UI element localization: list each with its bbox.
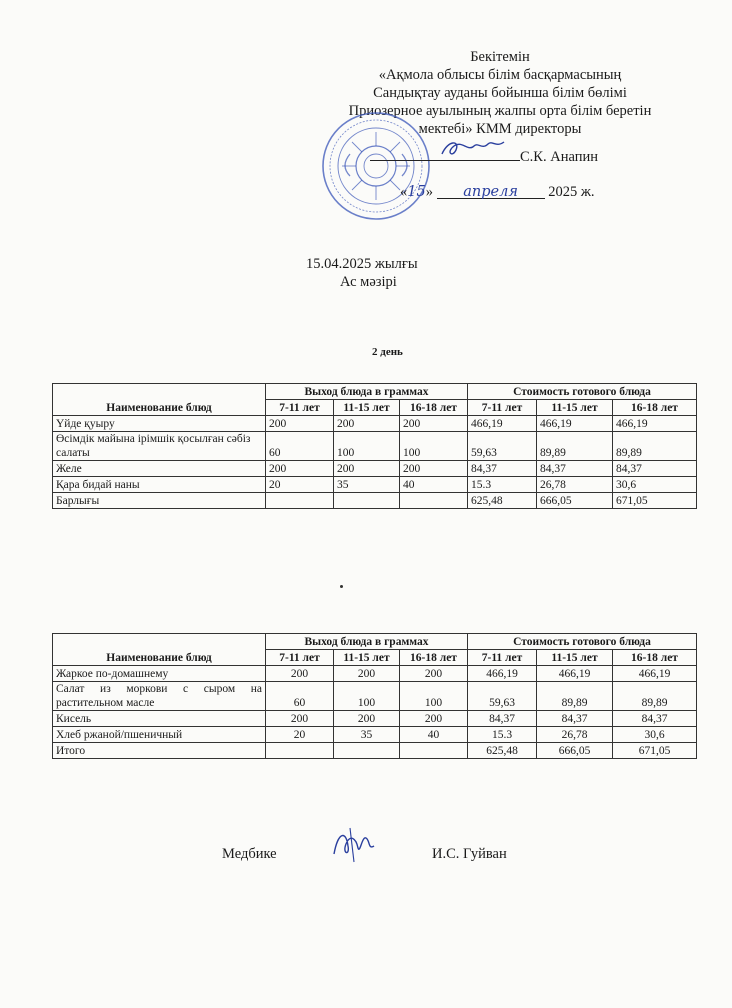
header-cost: Стоимость готового блюда <box>468 634 697 650</box>
header-dish-name: Наименование блюд <box>53 634 266 666</box>
day-label: 2 день <box>372 346 403 358</box>
table-row <box>53 727 697 743</box>
header-age: 7-11 лет <box>266 400 334 416</box>
dish-name-cell: Хлеб ржаной/пшеничный <box>53 727 266 743</box>
yield-cell <box>400 493 468 509</box>
header-age: 11-15 лет <box>334 650 400 666</box>
cost-cell: 30,6 <box>613 727 697 743</box>
signature-blank <box>370 146 520 161</box>
cost-cell: 84,37 <box>613 711 697 727</box>
document-date: 15.04.2025 жылғы <box>306 256 418 272</box>
dish-name-cell: Барлығы <box>53 493 266 509</box>
header-age: 7-11 лет <box>468 650 537 666</box>
yield-cell: 60 <box>266 682 334 711</box>
approval-line: Сандықтау ауданы бойынша білім бөлімі <box>373 85 627 101</box>
yield-cell: 20 <box>266 477 334 493</box>
yield-cell: 40 <box>400 727 468 743</box>
yield-cell: 200 <box>266 711 334 727</box>
yield-cell: 100 <box>400 432 468 461</box>
yield-cell: 20 <box>266 727 334 743</box>
cost-cell: 625,48 <box>468 493 537 509</box>
approval-line: мектебі» КММ директоры <box>418 121 582 137</box>
cost-cell: 89,89 <box>537 682 613 711</box>
table-row <box>53 743 697 759</box>
header-age: 7-11 лет <box>266 650 334 666</box>
cost-cell: 84,37 <box>468 461 537 477</box>
yield-cell: 200 <box>400 666 468 682</box>
director-signature-line <box>370 146 670 166</box>
yield-cell: 200 <box>266 666 334 682</box>
dish-name-cell: Үйде қуыру <box>53 416 266 432</box>
date-month: апреля <box>437 184 545 199</box>
yield-cell <box>334 743 400 759</box>
cost-cell: 26,78 <box>537 727 613 743</box>
date-quote-close: » <box>425 184 433 200</box>
header-yield: Выход блюда в граммах <box>266 634 468 650</box>
dish-name-cell: Жаркое по-домашнему <box>53 666 266 682</box>
yield-cell: 60 <box>266 432 334 461</box>
table-row <box>53 711 697 727</box>
cost-cell: 666,05 <box>537 493 613 509</box>
dish-name-cell: Өсімдік майына ірімшік қосылған сәбіз салаты <box>53 432 266 461</box>
table-row <box>53 477 697 493</box>
table-row <box>53 666 697 682</box>
header-yield: Выход блюда в граммах <box>266 384 468 400</box>
cost-cell: 84,37 <box>537 711 613 727</box>
cost-cell: 89,89 <box>613 432 697 461</box>
yield-cell <box>400 743 468 759</box>
yield-cell: 100 <box>334 682 400 711</box>
nurse-name: И.С. Гуйван <box>432 846 507 862</box>
cost-cell: 89,89 <box>613 682 697 711</box>
cost-cell: 466,19 <box>537 666 613 682</box>
header-age: 11-15 лет <box>334 400 400 416</box>
signature-scribble-icon <box>438 136 508 162</box>
date-quote-open: « <box>400 184 408 200</box>
cost-cell: 15.3 <box>468 477 537 493</box>
cost-cell: 466,19 <box>613 666 697 682</box>
stray-dot <box>340 585 343 588</box>
cost-cell: 466,19 <box>613 416 697 432</box>
yield-cell: 200 <box>266 416 334 432</box>
approval-line: «Ақмола облысы білім басқармасының <box>378 67 622 83</box>
cost-cell: 466,19 <box>537 416 613 432</box>
cost-cell: 666,05 <box>537 743 613 759</box>
cost-cell: 671,05 <box>613 743 697 759</box>
cost-cell: 466,19 <box>468 666 537 682</box>
dish-name-cell: Салат из моркови с сыром на растительном масле <box>53 682 266 711</box>
header-cost: Стоимость готового блюда <box>468 384 697 400</box>
approval-line: Приозерное ауылының жалпы орта білім беретін <box>348 103 652 119</box>
menu-table-kazakh <box>52 383 697 509</box>
yield-cell: 200 <box>400 461 468 477</box>
yield-cell <box>266 743 334 759</box>
director-name: С.К. Анапин <box>520 149 598 165</box>
nurse-role: Медбике <box>222 846 277 862</box>
cost-cell: 59,63 <box>468 682 537 711</box>
yield-cell <box>266 493 334 509</box>
dish-name-cell: Желе <box>53 461 266 477</box>
cost-cell: 26,78 <box>537 477 613 493</box>
yield-cell: 200 <box>334 416 400 432</box>
dish-name-cell: Кисель <box>53 711 266 727</box>
menu-table-russian <box>52 633 697 759</box>
yield-cell: 35 <box>334 727 400 743</box>
yield-cell <box>334 493 400 509</box>
header-age: 16-18 лет <box>613 650 697 666</box>
header-age: 16-18 лет <box>400 650 468 666</box>
yield-cell: 200 <box>266 461 334 477</box>
cost-cell: 625,48 <box>468 743 537 759</box>
document-title: Ас мәзірі <box>340 274 397 290</box>
cost-cell: 15.3 <box>468 727 537 743</box>
header-age: 11-15 лет <box>537 650 613 666</box>
cost-cell: 671,05 <box>613 493 697 509</box>
approval-date-line <box>400 184 700 201</box>
cost-cell: 89,89 <box>537 432 613 461</box>
cost-cell: 84,37 <box>537 461 613 477</box>
yield-cell: 35 <box>334 477 400 493</box>
dish-name-cell: Қара бидай наны <box>53 477 266 493</box>
table-row <box>53 416 697 432</box>
yield-cell: 200 <box>400 416 468 432</box>
cost-cell: 466,19 <box>468 416 537 432</box>
header-age: 16-18 лет <box>400 400 468 416</box>
approval-line: Бекітемін <box>470 49 530 65</box>
yield-cell: 100 <box>400 682 468 711</box>
nurse-signature-icon <box>328 824 378 864</box>
yield-cell: 200 <box>334 711 400 727</box>
table-row <box>53 493 697 509</box>
dish-name-cell: Итого <box>53 743 266 759</box>
yield-cell: 200 <box>400 711 468 727</box>
cost-cell: 84,37 <box>613 461 697 477</box>
header-age: 11-15 лет <box>537 400 613 416</box>
yield-cell: 100 <box>334 432 400 461</box>
date-day: 15 <box>407 184 426 200</box>
table-header-row <box>53 384 697 400</box>
header-age: 16-18 лет <box>613 400 697 416</box>
header-age: 7-11 лет <box>468 400 537 416</box>
yield-cell: 200 <box>334 666 400 682</box>
table-row <box>53 432 697 461</box>
header-dish-name: Наименование блюд <box>53 384 266 416</box>
official-seal-icon <box>320 110 432 222</box>
cost-cell: 30,6 <box>613 477 697 493</box>
table-row <box>53 461 697 477</box>
cost-cell: 59,63 <box>468 432 537 461</box>
yield-cell: 200 <box>334 461 400 477</box>
cost-cell: 84,37 <box>468 711 537 727</box>
yield-cell: 40 <box>400 477 468 493</box>
date-year: 2025 ж. <box>548 184 595 200</box>
table-header-row <box>53 634 697 650</box>
table-row <box>53 682 697 711</box>
